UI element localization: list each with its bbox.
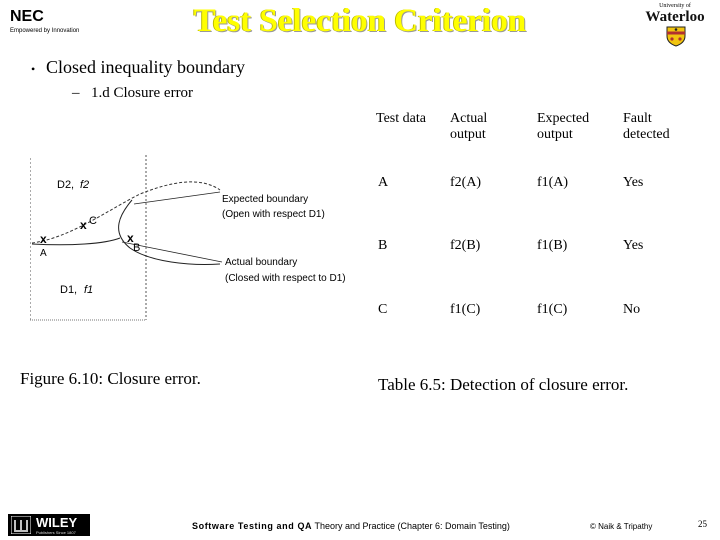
wiley-logo-text: WILEY xyxy=(36,515,78,530)
footer-copyright: © Naik & Tripathy xyxy=(590,522,653,531)
nec-logo-text: NEC xyxy=(10,8,44,25)
table-cell: Yes xyxy=(623,238,644,253)
slide-title: Test Selection Criterion xyxy=(193,3,527,39)
wiley-logo xyxy=(8,514,90,536)
closure-error-figure xyxy=(30,150,360,330)
actual-boundary-note: (Closed with respect to D1) xyxy=(225,273,346,284)
table-cell: f1(C) xyxy=(537,302,568,317)
table-header-fault-detected: Fault detected xyxy=(623,111,670,142)
actual-boundary-label: Actual boundary xyxy=(225,257,298,268)
page-number: 25 xyxy=(698,519,707,529)
expected-boundary-note: (Open with respect D1) xyxy=(222,209,325,220)
point-b-label: B xyxy=(133,242,141,254)
nec-logo xyxy=(10,9,90,39)
table-cell: f1(A) xyxy=(537,175,569,190)
wiley-logo-sub: Publishers Since 1807 xyxy=(36,530,76,535)
region-d2-func: f2 xyxy=(80,179,90,191)
figure-caption: Figure 6.10: Closure error. xyxy=(20,369,201,388)
table-caption: Table 6.5: Detection of closure error. xyxy=(378,375,629,394)
footer-book-rest: Theory and Practice (Chapter 6: Domain Testing) xyxy=(312,521,510,531)
waterloo-logo-small: University of xyxy=(659,3,691,9)
expected-boundary-line xyxy=(32,182,220,243)
expected-leader-line xyxy=(134,192,220,204)
table-cell: A xyxy=(378,175,389,190)
bullet-level2: 1.d Closure error xyxy=(91,85,194,101)
point-a-label: A xyxy=(40,248,47,259)
table-cell: f1(C) xyxy=(450,302,481,317)
footer-book-title xyxy=(192,521,510,532)
table-header-expected-output: Expected output xyxy=(537,111,590,142)
table-cell: B xyxy=(378,238,388,253)
point-c-mark: x xyxy=(80,218,87,232)
bullet-dash: – xyxy=(72,85,80,101)
region-d1-label: D1, xyxy=(60,284,78,296)
wiley-emblem-icon xyxy=(11,516,31,534)
crest-icon xyxy=(665,25,687,47)
region-d1-func: f1 xyxy=(84,284,94,296)
expected-boundary-label: Expected boundary xyxy=(222,194,309,205)
table-header-actual-output: Actual output xyxy=(450,111,488,142)
table-cell: f2(A) xyxy=(450,175,482,190)
table-cell: C xyxy=(378,302,388,317)
table-cell: No xyxy=(623,302,641,317)
bullet-dot-icon: • xyxy=(31,62,36,76)
point-c-label: C xyxy=(89,215,97,227)
point-b-mark: x xyxy=(127,231,134,245)
table-cell: Yes xyxy=(623,175,644,190)
point-a-mark: x xyxy=(40,232,47,246)
nec-tagline: Empowered by Innovation xyxy=(10,28,80,34)
actual-boundary-curve xyxy=(119,200,220,264)
bullet-level1: Closed inequality boundary xyxy=(46,57,245,77)
table-cell: f1(B) xyxy=(537,238,568,253)
waterloo-logo-name: Waterloo xyxy=(645,9,705,25)
region-d2-label: D2, xyxy=(57,179,75,191)
footer-book-bold: Software Testing and QA xyxy=(192,521,313,531)
table-cell: f2(B) xyxy=(450,238,481,253)
table-header-test-data: Test data xyxy=(376,111,426,126)
